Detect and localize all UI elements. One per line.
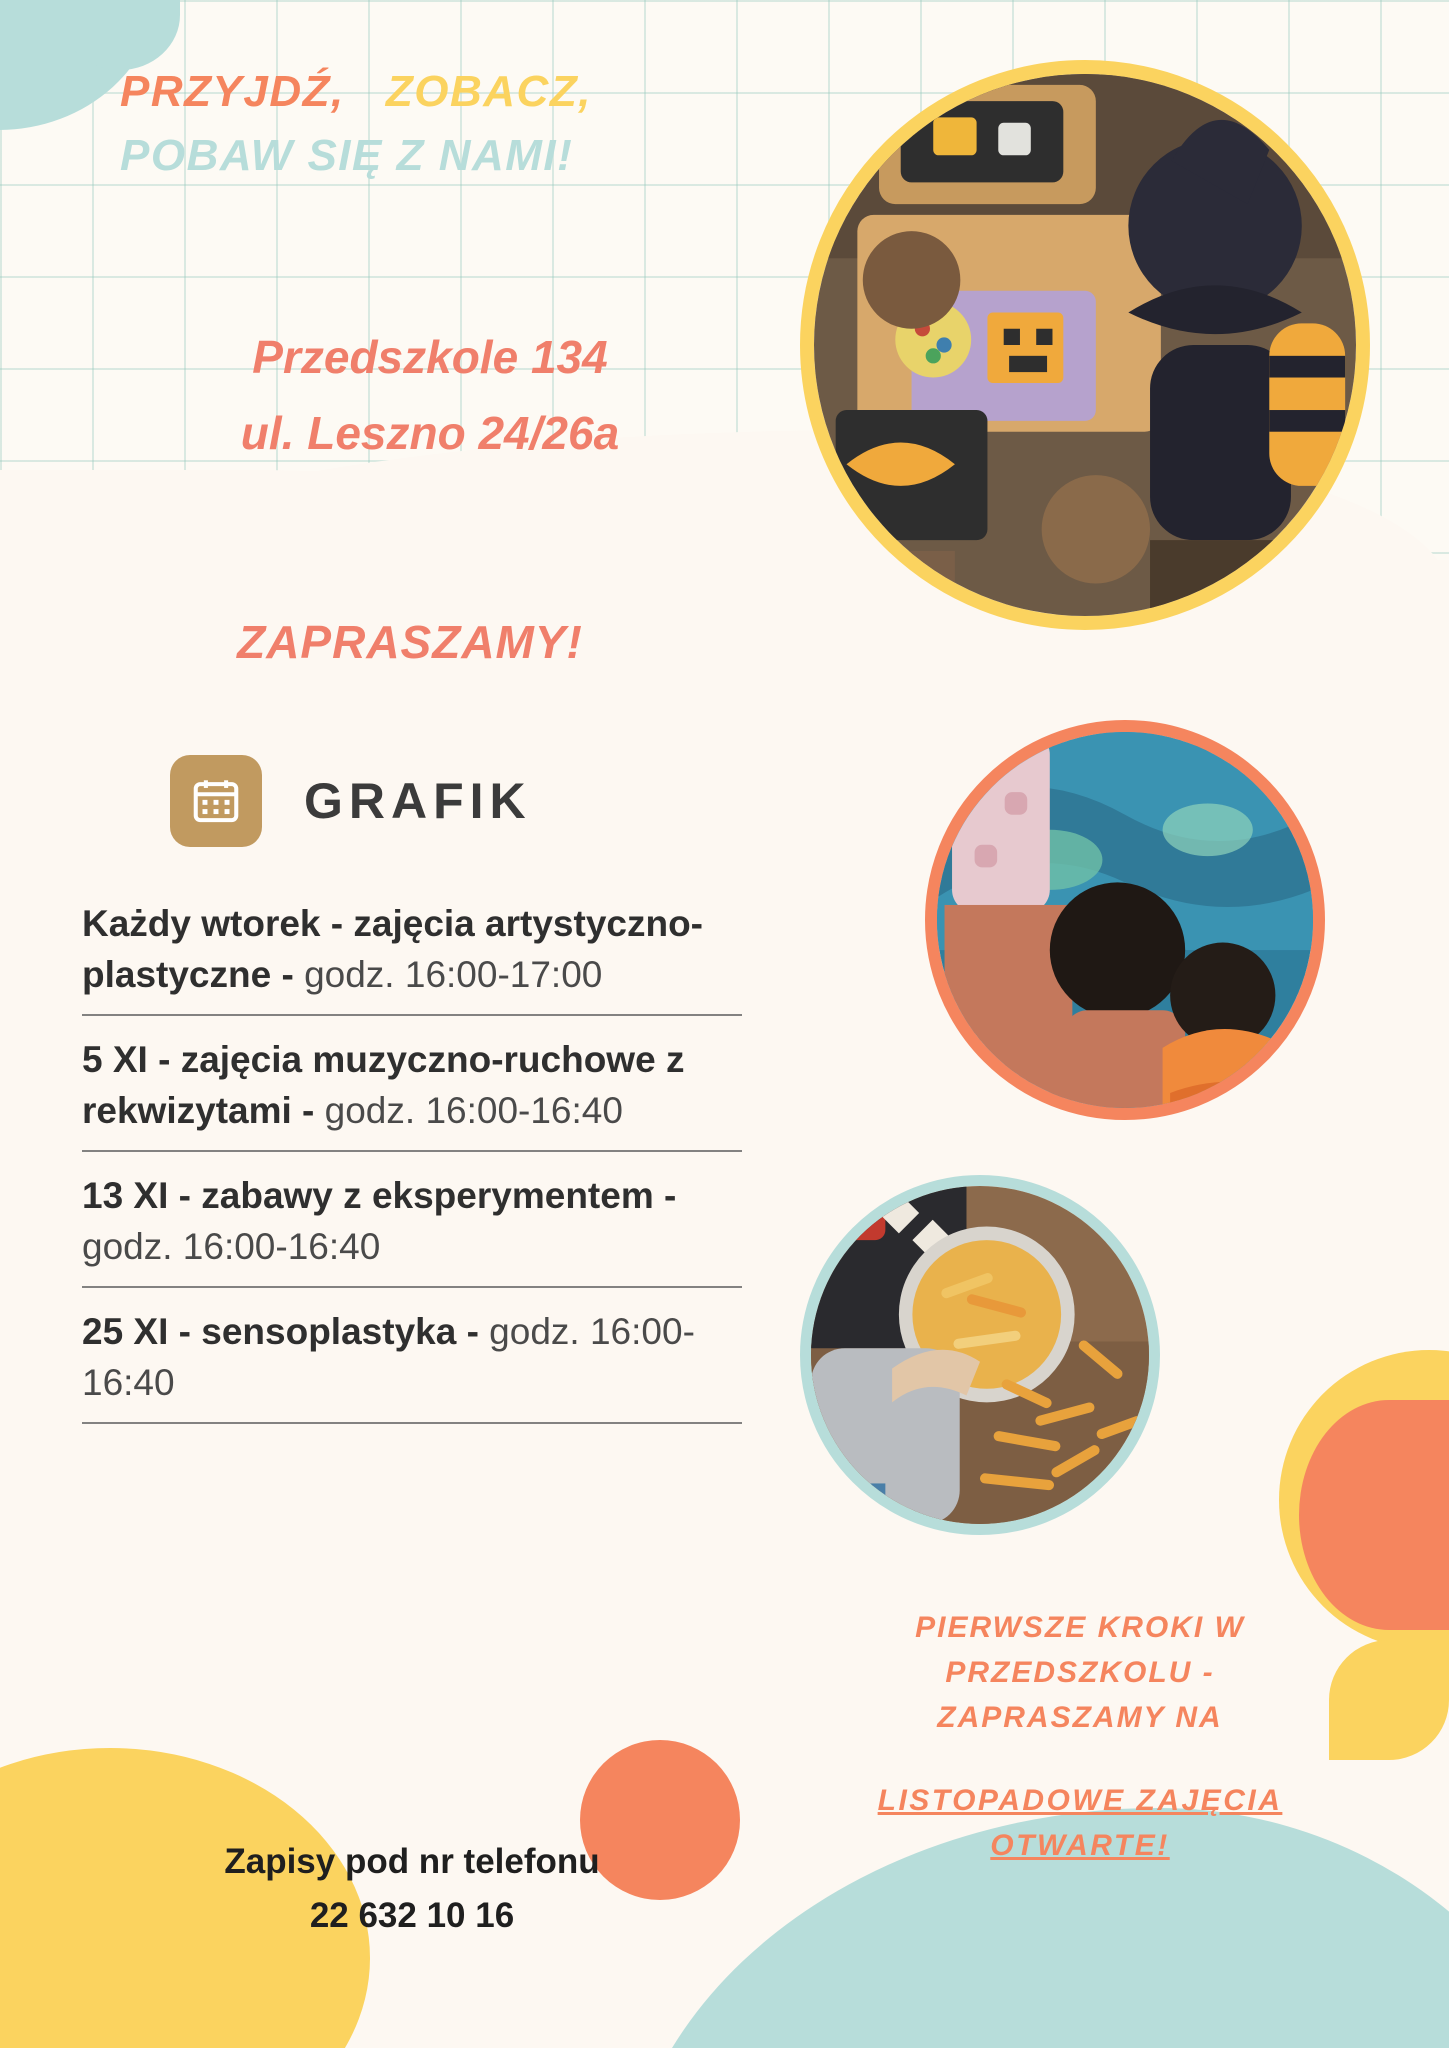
photo-halloween-craft-table-image: [814, 74, 1356, 616]
open-classes-note-line-3: ZAPRASZAMY NA: [937, 1701, 1223, 1734]
schedule-item-time: godz. 16:00-16:40: [82, 1226, 381, 1268]
divider: [82, 1014, 742, 1016]
open-classes-note: [820, 1605, 1340, 1868]
address-line-1: Przedszkole 134: [252, 331, 608, 383]
schedule-item-time: godz. 16:00-16:40: [314, 1090, 623, 1132]
schedule-header: [170, 755, 532, 847]
headline-word-1: PRZYJDŹ,: [120, 67, 345, 116]
yellow-shape-right-small-icon: [1329, 1640, 1449, 1760]
open-classes-cta-line-2: OTWARTE!: [990, 1829, 1170, 1862]
schedule-title: GRAFIK: [304, 773, 532, 829]
schedule-item: [82, 1016, 742, 1150]
schedule-item-title: Każdy wtorek - zajęcia artystyczno-plastyczne -: [82, 903, 703, 996]
schedule-item-title: 25 XI - sensoplastyka -: [82, 1311, 479, 1353]
address-line-2: ul. Leszno 24/26a: [240, 406, 620, 459]
calendar-icon: [170, 755, 262, 847]
signup-phone-label: Zapisy pod nr telefonu: [224, 1842, 600, 1881]
address-block: [150, 320, 710, 472]
photo-aquarium-visit-image: [937, 732, 1313, 1108]
schedule-item-time: godz. 16:00-16:40: [82, 1311, 695, 1404]
headline-word-2: ZOBACZ,: [385, 67, 592, 116]
headline: [120, 60, 760, 188]
photo-halloween-craft-table: [800, 60, 1370, 630]
schedule-item-title: 13 XI - zabawy z eksperymentem -: [82, 1175, 677, 1217]
divider: [82, 1422, 742, 1424]
schedule-item-time: godz. 16:00-17:00: [293, 954, 603, 996]
divider: [82, 1150, 742, 1152]
divider: [82, 1286, 742, 1288]
headline-line-2: POBAW SIĘ Z NAMI!: [120, 130, 574, 180]
schedule-item: [82, 1152, 742, 1286]
photo-aquarium-visit: [925, 720, 1325, 1120]
open-classes-note-line-2: PRZEDSZKOLU -: [945, 1656, 1215, 1689]
open-classes-note-line-1: PIERWSZE KROKI W: [915, 1611, 1245, 1644]
signup-phone-number: 22 632 10 16: [309, 1896, 515, 1936]
photo-pasta-sensory-play-image: [811, 1186, 1149, 1524]
photo-pasta-sensory-play: [800, 1175, 1160, 1535]
signup-phone: [82, 1835, 742, 1944]
schedule-item-title: 5 XI - zajęcia muzyczno-ruchowe z rekwizytami -: [82, 1039, 685, 1132]
invitation-text: ZAPRASZAMY!: [237, 616, 583, 668]
schedule-item: [82, 1288, 742, 1422]
schedule-list: [82, 880, 742, 1424]
open-classes-cta-line-1: LISTOPADOWE ZAJĘCIA: [877, 1784, 1283, 1817]
schedule-item: [82, 880, 742, 1014]
